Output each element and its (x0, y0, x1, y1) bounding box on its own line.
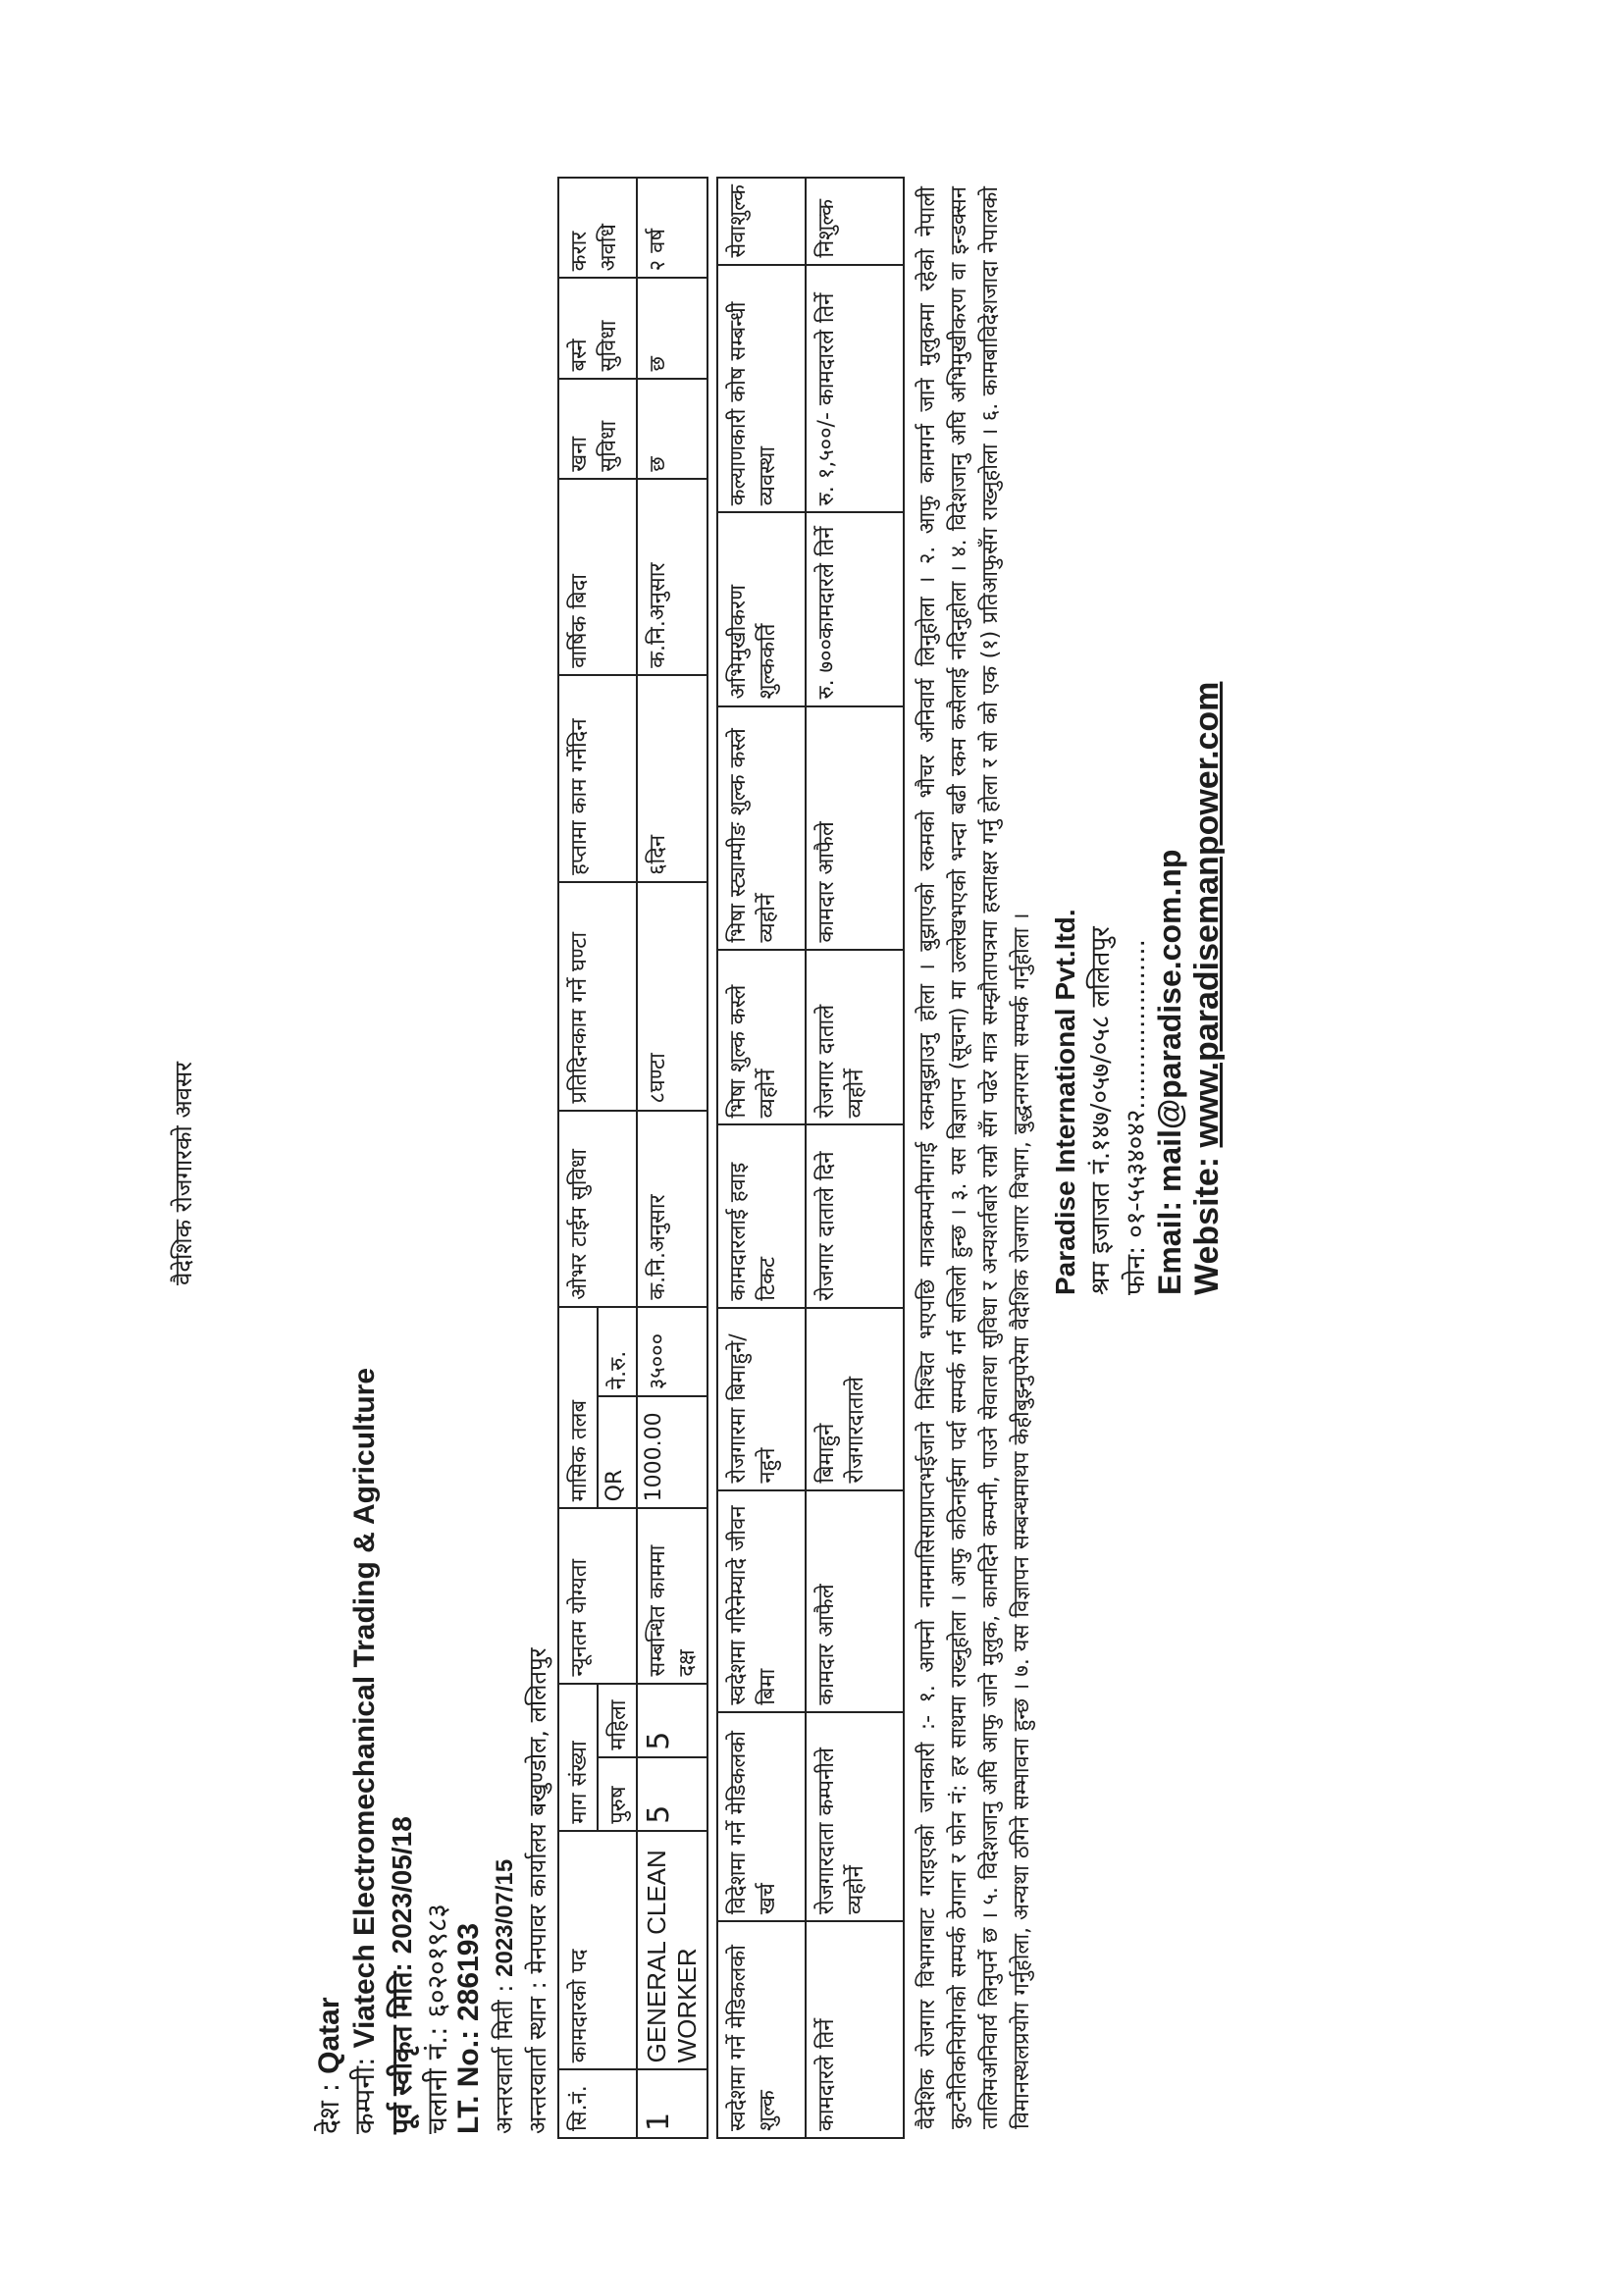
fees-header-cell: स्वदेशमा गर्ने मेडिकलको शुल्क (717, 1921, 806, 2138)
lt-line (451, 1923, 487, 2134)
dispatch-value: ६०२०१९८३ (421, 1904, 453, 2018)
agency-email: Email: mail@paradise.com.np (1152, 849, 1187, 1295)
fees-table (716, 177, 905, 2139)
cell-insurance: क.नि.अनुसार (637, 479, 707, 675)
cell-male: 5 (637, 1757, 707, 1831)
company-label: कम्पनी: (348, 2057, 381, 2134)
fees-header-cell: कल्याणकारी कोष सम्बन्धी व्यवस्था (717, 265, 806, 513)
fees-value-cell: निशुल्क (806, 178, 904, 265)
col-contract: करार अवधि (558, 178, 637, 278)
fees-header-cell: भिषा स्ट्याम्पीङ शुल्क कस्ले व्यहोर्ने (717, 706, 806, 950)
col-overtime: ओभर टाईम सुविधा (558, 1111, 637, 1307)
fees-header-cell: सेवाशुल्क (717, 178, 806, 265)
cell-contract: २ वर्ष (637, 178, 707, 278)
company-line (347, 1368, 383, 2134)
fees-header-row (717, 178, 806, 2138)
fees-header-cell: रोजगारमा बिमाहुने/नहुने (717, 1308, 806, 1490)
col-post: कामदारको पद (558, 1831, 637, 2070)
agency-block (1050, 682, 1227, 1295)
interview-place-line (520, 1647, 555, 2134)
col-qualification: न्यूनतम योग्यता (558, 1508, 637, 1683)
fees-header-cell: भिषा शुल्क कस्ले व्यहोर्ने (717, 950, 806, 1125)
col-insurance: वार्षिक बिदा (558, 479, 637, 675)
cell-sn: 1 (637, 2069, 707, 2138)
agency-name: Paradise International Pvt.ltd. (1050, 909, 1080, 1295)
interview-date-value: 2023/07/15 (492, 1858, 518, 1977)
preapproval-label: पूर्व स्वीकृत मिति: (387, 1962, 417, 2134)
table-row (637, 178, 707, 2138)
interview-date-line (487, 1859, 523, 2134)
fees-value-cell: रोजगार दाताले व्यहोर्ने (806, 950, 904, 1125)
fees-value-row (806, 178, 904, 2138)
lt-value: 286193 (452, 1922, 485, 2021)
col-qr: QR (598, 1396, 637, 1508)
col-weekly-days: हप्तामा काम गर्नेदिन (558, 675, 637, 882)
dispatch-label: चलानी नं.: (421, 2026, 453, 2134)
lt-label: LT. No.: (452, 2029, 485, 2134)
country-value: Qatar (313, 1997, 345, 2074)
agency-phone: फोन: ०१-५५३४०४२..................... (1122, 939, 1151, 1295)
cell-npr: ३५००० (637, 1307, 707, 1396)
page-heading: वैदेशिक रोजगारको अवसर (170, 1061, 197, 1285)
cell-daily-hours: ८घण्टा (637, 882, 707, 1111)
cell-overtime: क.नि.अनुसार (637, 1111, 707, 1307)
table-header-row (558, 178, 598, 2138)
col-daily-hours: प्रतिदिनकाम गर्ने घण्टा (558, 882, 637, 1111)
cell-qualification: सम्बन्धित काममा दक्ष (637, 1508, 707, 1683)
agency-license: श्रम इजाजत नं.१४७/०५७/०५८ ललितपुर (1086, 926, 1116, 1295)
col-accommodation: बस्ने सुविधा (558, 278, 637, 378)
fees-header-cell: कामदारलाई हवाइ टिकट (717, 1124, 806, 1307)
preapproval-value: 2023/05/18 (387, 1816, 417, 1955)
fees-value-cell: रु. १,५००/- कामदारले तिर्ने (806, 265, 904, 513)
cell-post: GENERAL CLEAN WORKER (637, 1831, 707, 2070)
company-value: Viatech Electromechanical Trading & Agriculture (348, 1367, 381, 2049)
fees-header-cell: विदेशमा गर्ने मेडिकलको खर्च (717, 1712, 806, 1921)
agency-website-label: Website: (1188, 1156, 1226, 1295)
fees-value-cell: रु. ७००कामदारले तिर्ने (806, 512, 904, 705)
cell-qr: 1000.00 (637, 1396, 707, 1508)
agency-website-link[interactable]: www.paradisemanpower.com (1188, 681, 1226, 1148)
job-details-table (557, 177, 708, 2139)
dispatch-line (420, 1904, 455, 2134)
fees-header-cell: अभिमुखीकरण शुल्ककर्ति (717, 512, 806, 705)
cell-female: 5 (637, 1684, 707, 1757)
col-food: खना सुविधा (558, 379, 637, 479)
interview-date-label: अन्तरवार्ता मिती : (491, 1984, 518, 2134)
fees-header-cell: स्वदेशमा गरिनेम्यादे जीवन बिमा (717, 1490, 806, 1712)
col-demand: माग संख्या (558, 1684, 598, 1831)
department-notice: वैदेशिक रोजगार विभागबाट गराइएको जानकारी :- १. आफ्नो नाममासिसाप्राप्तभईजाने निश्चित भएपछि मात्रकम्पनीमागई रकमबुझाउनु होला । बुझाएको रकमको भौचर अनिवार्य लिनुहोला । २. आफु कामगर्न जाने मुलुकमा रहेको नेपाली कुटनैतिकनियोगको सम्पर्क ठेगाना र फोन नं: हर साथमा राख्नुहोला । आफु कठिनाईमा पर्दा सम्पर्क गर्न सजिलो हुन्छ । ३. यस बिज्ञापन (सूचना) मा उल्लेखभएको भन्दा बढी रकम कसैलाई नदिनुहोला । ४. विदेशजानु अघि अभिमुखीकरण वा इन्डक्सन तालिमअनिवार्य लिनुपर्ने छ । ५. विदेशजानु अघि आफु जाने मुलुक, कामदिने कम्पनी, पाउने सेवातथा सुविधा र अन्यशर्तबारे राम्रो सँग पढेर मात्र सम्झौतापत्रमा हस्ताक्षर गर्नु होला र सो को एक (१) प्रतिआफुसँग राख्नुहोला । ६. कामबाविदेशजादा नेपालको विमानस्थलप्रयोग गर्नुहोला, अन्यथा ठगिने सम्भावना हुन्छ । ७. यस विज्ञापन सम्बन्धमाथप केहीबुझ्नुपरेमा वैदेशिक रोजगार विभाग, बुद्धनगरमा सम्पर्क गर्नुहोला । (916, 186, 1034, 2129)
fees-value-cell: कामदार आफैले (806, 1490, 904, 1712)
fees-value-cell: कामदारले तिर्ने (806, 1921, 904, 2138)
preapproval-line (385, 1816, 420, 2134)
col-sn: सि.नं. (558, 2069, 637, 2138)
col-npr: ने.रु. (598, 1307, 637, 1396)
col-female: महिला (598, 1684, 637, 1757)
fees-value-cell: कामदार आफैले (806, 706, 904, 950)
col-salary: मासिक तलब (558, 1307, 598, 1509)
cell-accommodation: छ (637, 278, 707, 378)
fees-value-cell: बिमाहुने रोजगारदाताले (806, 1308, 904, 1490)
fees-value-cell: रोजगारदाता कम्पनीले व्यहोर्ने (806, 1712, 904, 1921)
interview-place-value: मेनपावर कार्यालय बखुण्डोल, ललितपुर (524, 1647, 551, 1974)
country-label: देश : (313, 2082, 345, 2134)
cell-weekly-days: ६दिन (637, 675, 707, 882)
agency-website-line (1188, 682, 1227, 1295)
col-male: पुरुष (598, 1757, 637, 1831)
country-line (312, 1997, 347, 2134)
fees-value-cell: रोजगार दाताले दिने (806, 1124, 904, 1307)
interview-place-label: अन्तरवार्ता स्थान : (524, 1981, 551, 2134)
cell-food: छ (637, 379, 707, 479)
